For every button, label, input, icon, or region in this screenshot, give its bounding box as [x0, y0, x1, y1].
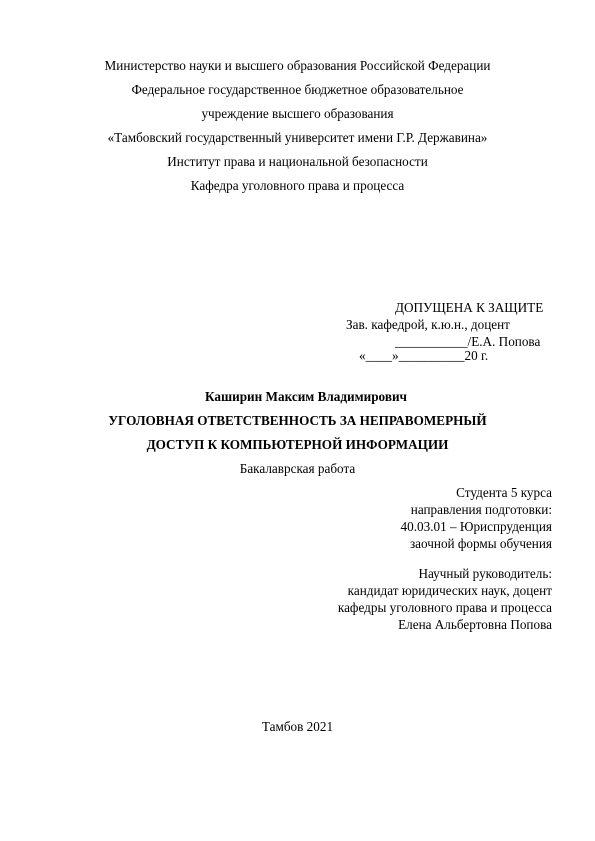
approval-date: «____»__________20 г.	[359, 348, 489, 363]
supervisor-degree: кандидат юридических наук, доцент	[347, 583, 552, 598]
supervisor-label: Научный руководитель:	[418, 566, 552, 581]
institution-line-2: учреждение высшего образования	[201, 106, 394, 121]
institution-line-1: Федеральное государственное бюджетное образовательное	[131, 82, 464, 97]
supervisor-department: кафедры уголовного права и процесса	[337, 600, 552, 615]
student-course: Студента 5 курса	[456, 485, 552, 500]
approval-title: ДОПУЩЕНА К ЗАЩИТЕ	[395, 300, 544, 315]
student-direction: 40.03.01 – Юриспруденция	[400, 519, 552, 534]
approval-position: Зав. кафедрой, к.ю.н., доцент	[346, 317, 510, 332]
work-title-line-1: УГОЛОВНАЯ ОТВЕТСТВЕННОСТЬ ЗА НЕПРАВОМЕРНЫЙ	[108, 413, 487, 428]
author-name: Каширин Максим Владимирович	[205, 389, 407, 404]
university-line: «Тамбовский государственный университет имени Г.Р. Державина»	[107, 130, 488, 145]
student-study-form: заочной формы обучения	[409, 536, 552, 551]
work-title-line-2: ДОСТУП К КОМПЬЮТЕРНОЙ ИНФОРМАЦИИ	[146, 437, 449, 452]
ministry-line: Министерство науки и высшего образования Российской Федерации	[104, 58, 491, 73]
approval-signature: ___________/Е.А. Попова	[395, 334, 541, 349]
work-type: Бакалаврская работа	[239, 461, 356, 476]
student-direction-label: направления подготовки:	[410, 502, 552, 517]
institute-line: Институт права и национальной безопасности	[167, 154, 428, 169]
city-year: Тамбов 2021	[261, 719, 334, 734]
department-line: Кафедра уголовного права и процесса	[190, 178, 405, 193]
supervisor-name: Елена Альбертовна Попова	[398, 617, 552, 632]
